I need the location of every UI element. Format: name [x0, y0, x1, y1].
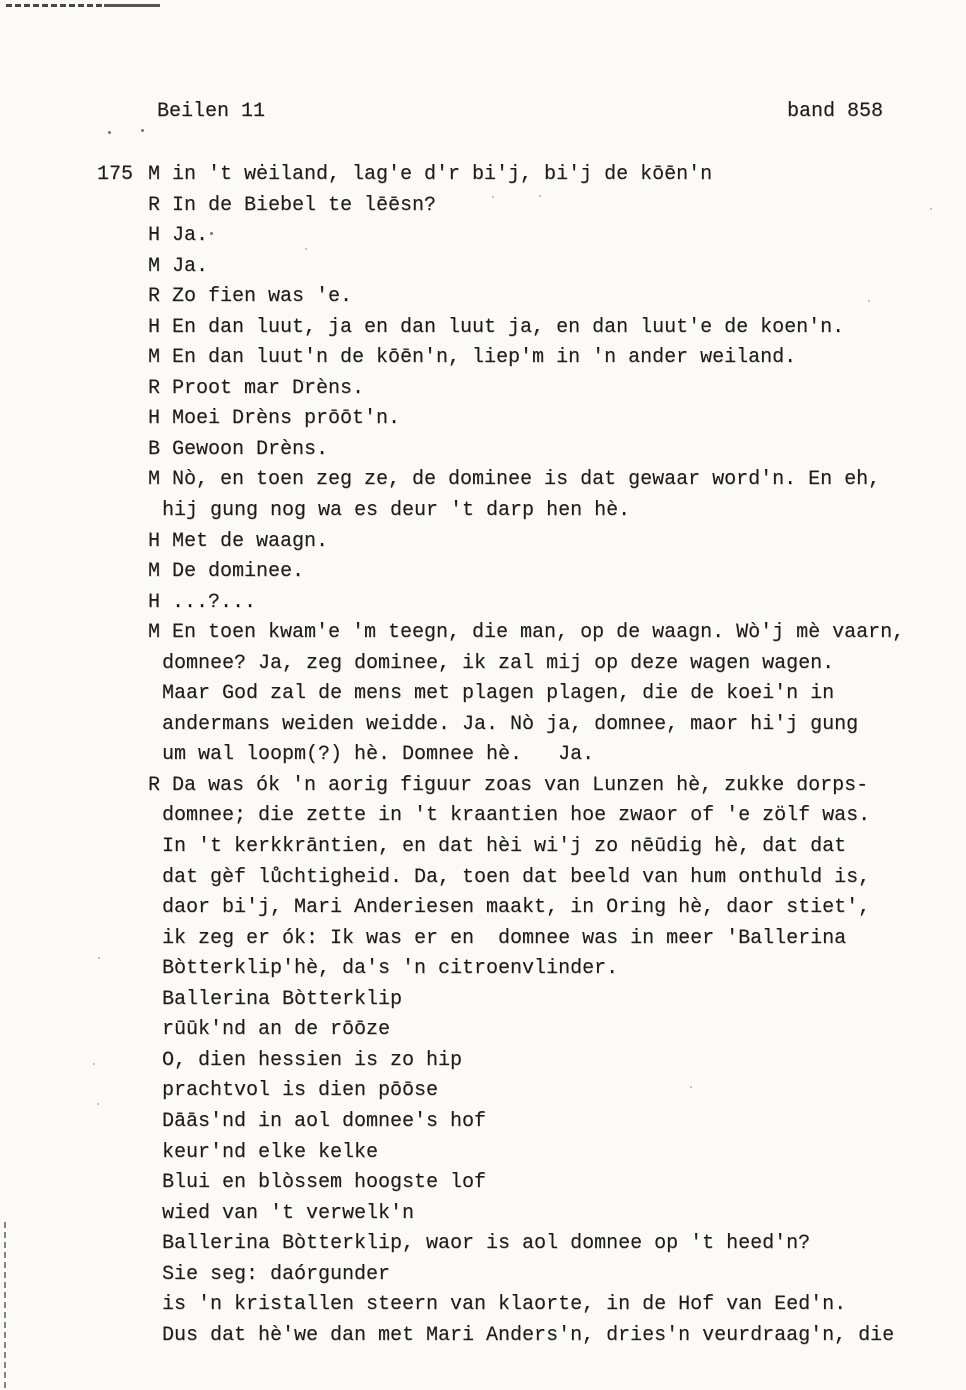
- scan-speck: [868, 300, 870, 302]
- transcript-text: In de Biebel te lēēsn?: [172, 193, 437, 217]
- transcript-text: Da was ók 'n aorig figuur zoas van Lunzen hè, zukke dorps-: [172, 773, 869, 797]
- transcript-line: [148, 832, 938, 863]
- scan-speck: [492, 196, 494, 198]
- transcript-text: Ja.: [172, 224, 209, 248]
- transcript-text: is 'n kristallen steern van klaorte, in de Hof van Eed'n.: [162, 1293, 847, 1317]
- transcript-text: Dus dat hè'we dan met Mari Anders'n, dries'n veurdraag'n, die: [162, 1323, 895, 1347]
- transcript-line: [148, 374, 938, 405]
- scan-speck: [97, 1103, 99, 1105]
- transcript-text: In 't kerkkrāntien, en dat hèi wi'j zo nēūdig hè, dat dat: [162, 835, 847, 859]
- transcript-line: [148, 954, 938, 985]
- scan-speck: [930, 208, 932, 210]
- speaker-label: H: [148, 529, 161, 553]
- speaker-label: H: [148, 315, 161, 339]
- transcript-text: De dominee.: [172, 560, 305, 584]
- transcript-text: Sie seg: daórgunder: [162, 1262, 391, 1286]
- speaker-label: H: [148, 590, 161, 614]
- scan-speck: [305, 248, 307, 250]
- transcript-text: Nò, en toen zeg ze, de dominee is dat gewaar word'n. En eh,: [172, 468, 881, 492]
- transcript-text: Gewoon Drèns.: [172, 437, 329, 461]
- speaker-label: M: [148, 254, 161, 278]
- transcript-text: wied van 't verwelk'n: [162, 1201, 415, 1225]
- scan-speck: [210, 232, 213, 235]
- transcript-text: Met de waagn.: [172, 529, 329, 553]
- transcript-text: ...?...: [172, 590, 257, 614]
- transcript-text: prachtvol is dien pōōse: [162, 1079, 439, 1103]
- transcript-line: [148, 771, 938, 802]
- transcript-text: Blui en blòssem hoogste lof: [162, 1171, 487, 1195]
- transcript-text: Zo fien was 'e.: [172, 285, 353, 309]
- transcript-text: Dāās'nd in aol domnee's hof: [162, 1109, 487, 1133]
- speaker-label: M: [148, 621, 161, 645]
- transcript-line: [148, 313, 938, 344]
- transcript-text: Proot mar Drèns.: [172, 376, 365, 400]
- transcript-text: hij gung nog wa es deur 't darp hen hè.: [162, 499, 631, 523]
- transcript-line: [148, 679, 938, 710]
- transcript-line: [148, 801, 938, 832]
- speaker-label: M: [148, 468, 161, 492]
- scan-artifact-top-line: [104, 4, 160, 7]
- transcript-line: [148, 618, 938, 649]
- scan-speck: [141, 129, 144, 132]
- transcript-line: [148, 1290, 938, 1321]
- speaker-label: R: [148, 285, 161, 309]
- transcript-line: [148, 191, 938, 222]
- transcript-text: Ballerina Bòtterklip, waor is aol domnee op 't heed'n?: [162, 1232, 811, 1256]
- transcript-line: [148, 465, 938, 496]
- transcript-text: um wal loopm(?) hè. Domnee hè. Ja.: [162, 743, 595, 767]
- transcript-line: [148, 1076, 938, 1107]
- transcript-line: [148, 1046, 938, 1077]
- scan-speck: [108, 131, 111, 134]
- speaker-label: H: [148, 407, 161, 431]
- transcript-line: [148, 160, 938, 191]
- transcript-body: [148, 160, 938, 1351]
- speaker-label: M: [148, 560, 161, 584]
- transcript-line: [148, 282, 938, 313]
- transcript-text: En dan luut'n de kōēn'n, liep'm in 'n ander weiland.: [172, 346, 797, 370]
- transcript-text: domnee; die zette in 't kraantien hoe zwaor of 'e zölf was.: [162, 804, 871, 828]
- transcript-text: dat gèf lůchtigheid. Da, toen dat beeld van hum onthuld is,: [162, 865, 871, 889]
- page-header-title: Beilen 11: [157, 100, 266, 123]
- transcript-line: [148, 1321, 938, 1352]
- scan-speck: [93, 1063, 95, 1065]
- scan-artifact-top-dashes: [6, 4, 102, 7]
- transcript-line: [148, 1015, 938, 1046]
- transcript-line: [148, 710, 938, 741]
- transcript-line: [148, 1260, 938, 1291]
- scan-speck: [312, 381, 314, 383]
- transcript-text: daor bi'j, Mari Anderiesen maakt, in Oring hè, daor stiet',: [162, 896, 871, 920]
- transcript-text: Moei Drèns prōōt'n.: [172, 407, 401, 431]
- transcript-text: Ballerina Bòtterklip: [162, 987, 403, 1011]
- margin-line-number: 175: [97, 163, 134, 186]
- transcript-line: [148, 496, 938, 527]
- page-header-band: band 858: [787, 100, 884, 123]
- scan-speck: [690, 1086, 692, 1088]
- transcript-text: En toen kwam'e 'm teegn, die man, op de waagn. Wò'j mè vaarn,: [172, 621, 905, 645]
- scan-artifact-left-margin-line: [4, 1222, 6, 1388]
- transcript-line: [148, 893, 938, 924]
- transcript-text: En dan luut, ja en dan luut ja, en dan luut'e de koen'n.: [172, 315, 845, 339]
- speaker-label: M: [148, 163, 161, 186]
- scan-speck: [395, 1090, 397, 1092]
- transcript-line: [148, 343, 938, 374]
- transcript-text: Ja.: [172, 254, 209, 278]
- transcript-text: domnee? Ja, zeg dominee, ik zal mij op deze wagen wagen.: [162, 651, 835, 675]
- transcript-text: in 't wėiland, lag'e d'r bi'j, bi'j de kōēn'n: [172, 163, 713, 186]
- transcript-text: keur'nd elke kelke: [162, 1140, 379, 1164]
- transcript-text: rūūk'nd an de rōōze: [162, 1018, 391, 1042]
- transcript-line: [148, 435, 938, 466]
- speaker-label: H: [148, 224, 161, 248]
- transcript-line: [148, 863, 938, 894]
- speaker-label: B: [148, 437, 161, 461]
- transcript-line: [148, 740, 938, 771]
- transcript-line: [148, 252, 938, 283]
- transcript-text: andermans weiden weidde. Ja. Nò ja, domnee, maor hi'j gung: [162, 712, 859, 736]
- transcript-line: [148, 527, 938, 558]
- transcript-line: [148, 924, 938, 955]
- transcript-line: [148, 1199, 938, 1230]
- transcript-text: O, dien hessien is zo hip: [162, 1048, 463, 1072]
- transcript-line: [148, 404, 938, 435]
- transcript-line: [148, 985, 938, 1016]
- transcript-line: [148, 1138, 938, 1169]
- speaker-label: R: [148, 193, 161, 217]
- scan-speck: [539, 195, 541, 197]
- transcript-text: Maar God zal de mens met plagen plagen, die de koei'n in: [162, 682, 835, 706]
- speaker-label: R: [148, 376, 161, 400]
- transcript-line: [148, 1229, 938, 1260]
- speaker-label: M: [148, 346, 161, 370]
- transcript-line: [148, 649, 938, 680]
- transcript-text: Bòtterklip'hè, da's 'n citroenvlinder.: [162, 957, 619, 981]
- scan-speck: [98, 957, 100, 959]
- speaker-label: R: [148, 773, 161, 797]
- scan-speck: [303, 381, 305, 383]
- transcript-line: [148, 1168, 938, 1199]
- transcript-line: [148, 221, 938, 252]
- transcript-line: [148, 588, 938, 619]
- transcript-line: [148, 1107, 938, 1138]
- transcript-line: [148, 557, 938, 588]
- transcript-text: ik zeg er ók: Ik was er en domnee was in meer 'Ballerina: [162, 926, 847, 950]
